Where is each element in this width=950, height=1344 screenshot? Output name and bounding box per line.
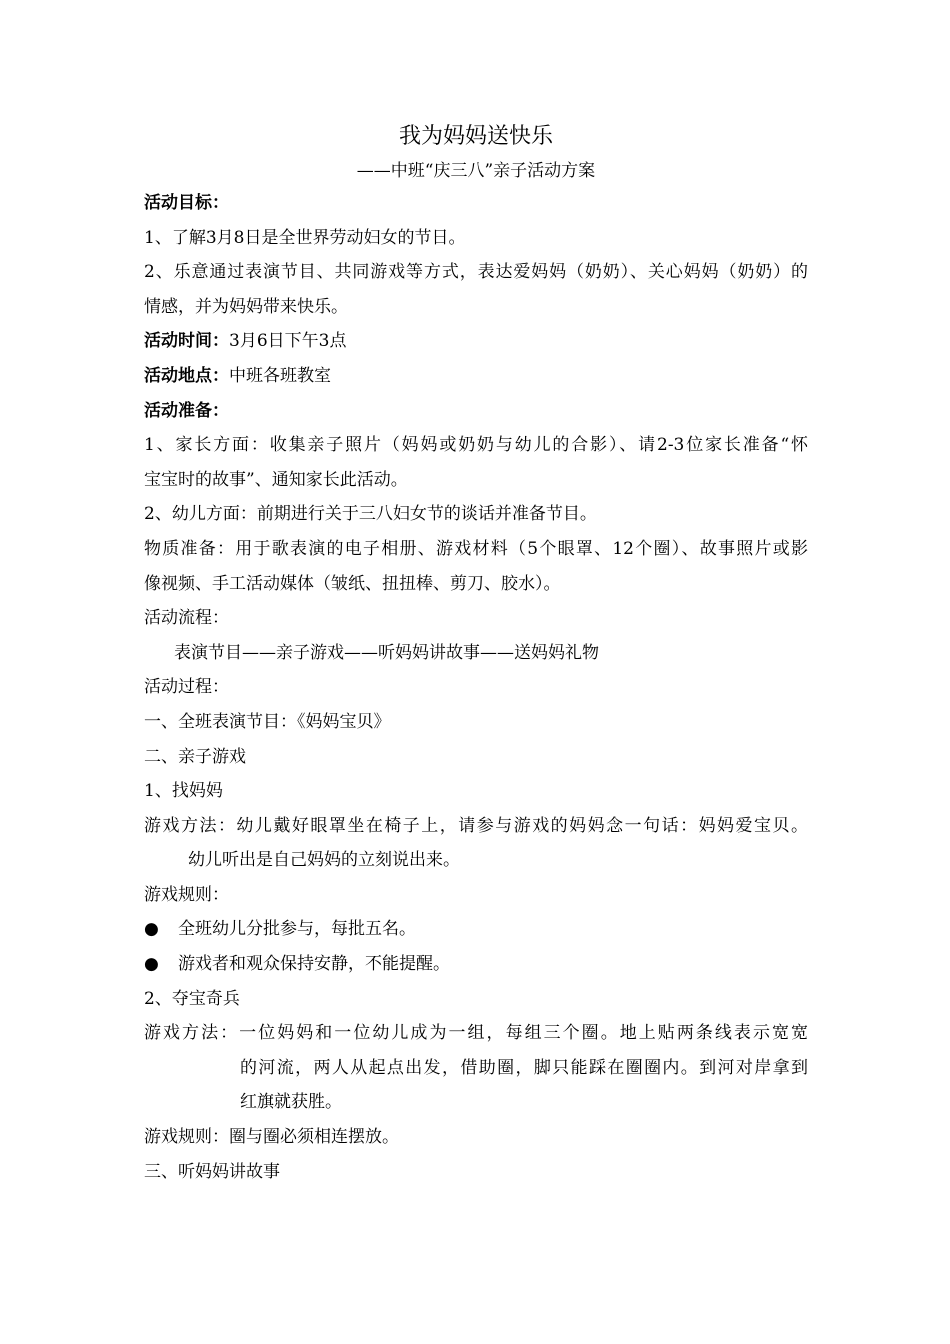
goal-item-2-line-1: 2、乐意通过表演节目、共同游戏等方式，表达爱妈妈（奶奶）、关心妈妈（奶奶）的 bbox=[144, 262, 808, 283]
activity-time-label: 活动时间： bbox=[144, 331, 229, 352]
process-part-2: 二、亲子游戏 bbox=[144, 746, 246, 767]
document-title: 我为妈妈送快乐 bbox=[398, 124, 553, 149]
flow-heading: 活动流程： bbox=[144, 608, 229, 629]
flow-steps: 表演节目——亲子游戏——听妈妈讲故事——送妈妈礼物 bbox=[174, 642, 599, 663]
prep-item-1-line-1: 1、家长方面：收集亲子照片（妈妈或奶奶与幼儿的合影）、请2-3位家长准备“怀 bbox=[144, 435, 808, 456]
activity-place bbox=[144, 359, 808, 394]
game-2-method-text-1: 一位妈妈和一位幼儿成为一组，每组三个圈。地上贴两条线表示宽宽 bbox=[239, 1023, 808, 1044]
goal-item-2-line-2: 情感，并为妈妈带来快乐。 bbox=[144, 296, 348, 317]
game-2-method-line-3: 红旗就获胜。 bbox=[240, 1092, 342, 1113]
prep-heading: 活动准备： bbox=[144, 400, 229, 421]
process-part-1: 一、全班表演节目：《妈妈宝贝》 bbox=[144, 711, 391, 732]
goals-heading: 活动目标： bbox=[144, 193, 229, 213]
game-1-method-line-1: 游戏方法：幼儿戴好眼罩坐在椅子上，请参与游戏的妈妈念一句话：妈妈爱宝贝。 bbox=[144, 815, 808, 836]
bullet-icon: ● bbox=[144, 919, 159, 940]
process-heading: 活动过程： bbox=[144, 677, 229, 698]
goal-item-1: 1、了解3月8日是全世界劳动妇女的节日。 bbox=[144, 227, 466, 248]
game-1-rule-1 bbox=[144, 912, 808, 947]
prep-item-1-line-2: 宝宝时的故事”、通知家长此活动。 bbox=[144, 469, 408, 490]
prep-item-2: 2、幼儿方面：前期进行关于三八妇女节的谈话并准备节目。 bbox=[144, 504, 597, 525]
bullet-icon: ● bbox=[144, 954, 159, 975]
game-1-method-line-2: 幼儿听出是自己妈妈的立刻说出来。 bbox=[188, 850, 460, 871]
game-2-title: 2、夺宝奇兵 bbox=[144, 988, 240, 1009]
material-prep-line-2: 像视频、手工活动媒体（皱纸、扭扭棒、剪刀、胶水）。 bbox=[144, 573, 561, 594]
game-1-rule-2-text: 游戏者和观众保持安静，不能提醒。 bbox=[178, 954, 450, 975]
activity-time bbox=[144, 324, 808, 359]
game-2-method-line-1 bbox=[144, 1016, 808, 1051]
game-1-title: 1、找妈妈 bbox=[144, 781, 223, 802]
game-2-method-label: 游戏方法： bbox=[144, 1023, 240, 1044]
activity-time-value: 3月6日下午3点 bbox=[229, 331, 347, 352]
game-1-rule-1-text: 全班幼儿分批参与，每批五名。 bbox=[178, 919, 416, 940]
game-2-method-line-2: 的河流，两人从起点出发，借助圈，脚只能踩在圈圈内。到河对岸拿到 bbox=[240, 1057, 808, 1078]
document-body bbox=[144, 118, 808, 1189]
game-1-rule-2 bbox=[144, 947, 808, 982]
document-subtitle: ——中班“庆三八”亲子活动方案 bbox=[356, 161, 596, 181]
material-prep-line-1: 物质准备：用于歌表演的电子相册、游戏材料（5个眼罩、12个圈）、故事照片或影 bbox=[144, 538, 808, 559]
game-1-rules-heading: 游戏规则： bbox=[144, 884, 229, 905]
activity-place-label: 活动地点： bbox=[144, 365, 229, 386]
activity-place-value: 中班各班教室 bbox=[229, 365, 331, 386]
process-part-3: 三、听妈妈讲故事 bbox=[144, 1161, 280, 1182]
game-2-rules: 游戏规则：圈与圈必须相连摆放。 bbox=[144, 1127, 399, 1148]
